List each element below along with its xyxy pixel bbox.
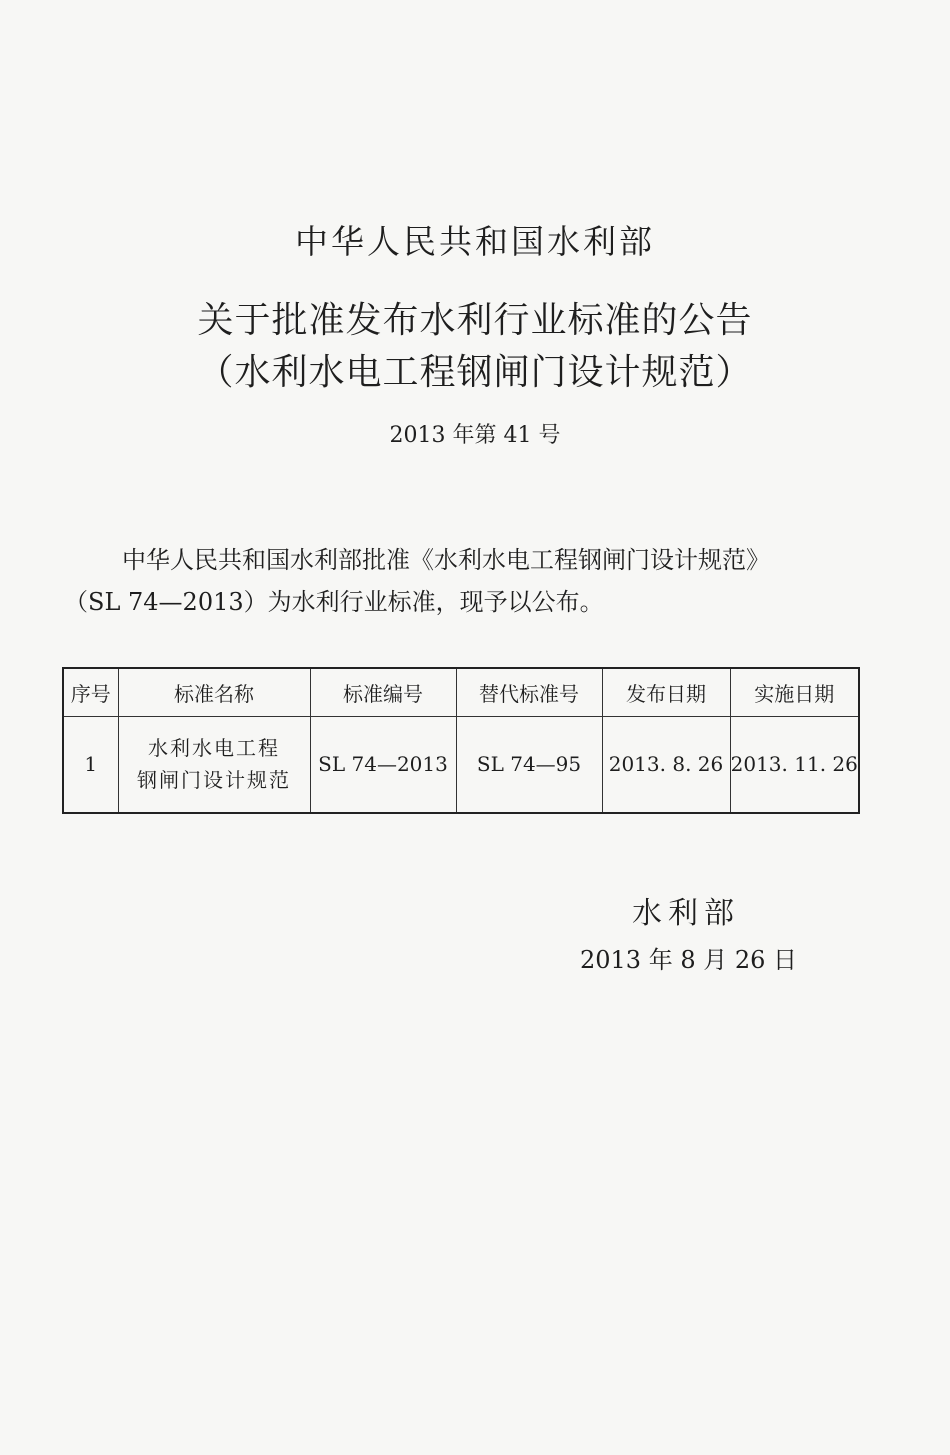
signature-date: 2013 年 8 月 26 日 bbox=[580, 946, 798, 974]
notice-title-line2: （水利水电工程钢闸门设计规范） bbox=[197, 352, 753, 393]
table-row bbox=[63, 716, 859, 813]
cell-replaced-standard: SL 74—95 bbox=[456, 716, 602, 813]
standard-name-line2: 钢闸门设计规范 bbox=[137, 768, 291, 793]
header-standard-name: 标准名称 bbox=[118, 668, 310, 716]
header-issue-date: 发布日期 bbox=[602, 668, 730, 716]
header-replaced-standard: 替代标准号 bbox=[456, 668, 602, 716]
cell-seq: 1 bbox=[63, 716, 118, 813]
header-effective-date: 实施日期 bbox=[730, 668, 859, 716]
cell-standard-name bbox=[118, 716, 310, 813]
table-header-row bbox=[63, 668, 859, 716]
standards-table bbox=[62, 667, 860, 814]
notice-title-line1: 关于批准发布水利行业标准的公告 bbox=[197, 300, 753, 341]
announcement-body-line2: （SL 74—2013）为水利行业标准，现予以公布。 bbox=[64, 588, 604, 616]
issuing-org-title: 中华人民共和国水利部 bbox=[295, 222, 655, 261]
cell-effective-date: 2013. 11. 26 bbox=[730, 716, 859, 813]
standard-name-line1: 水利水电工程 bbox=[148, 736, 280, 761]
signature-org: 水利部 bbox=[632, 896, 740, 931]
announcement-body-line1: 中华人民共和国水利部批准《水利水电工程钢闸门设计规范》 bbox=[122, 546, 770, 574]
cell-standard-code: SL 74—2013 bbox=[310, 716, 456, 813]
document-number: 2013 年第 41 号 bbox=[389, 423, 561, 448]
header-seq: 序号 bbox=[63, 668, 118, 716]
cell-issue-date: 2013. 8. 26 bbox=[602, 716, 730, 813]
header-standard-code: 标准编号 bbox=[310, 668, 456, 716]
